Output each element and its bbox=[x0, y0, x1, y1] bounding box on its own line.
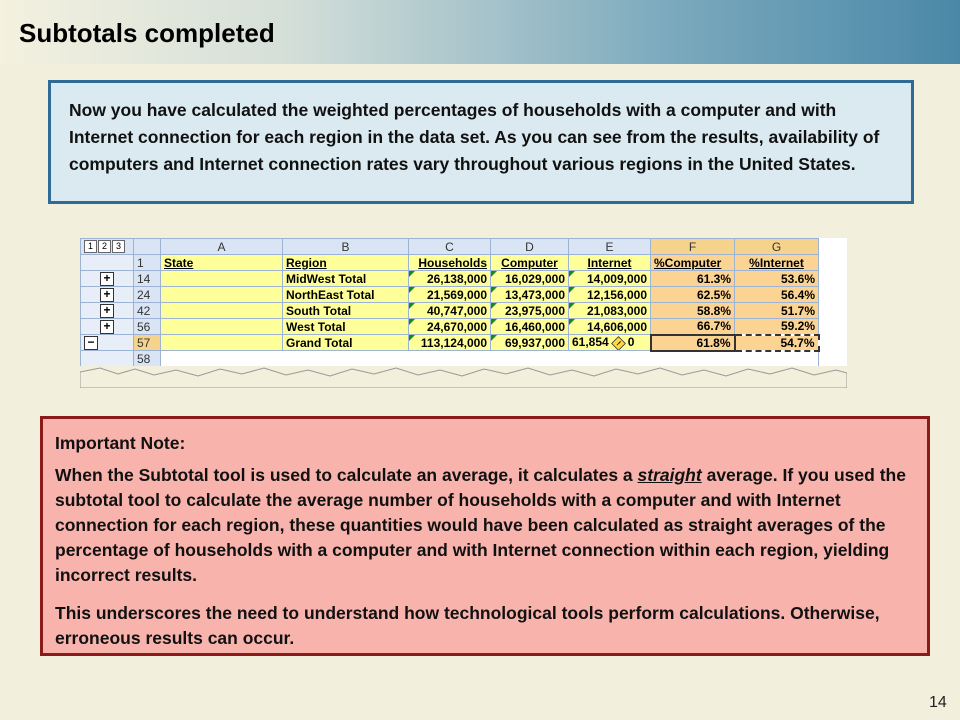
cell-state[interactable] bbox=[161, 303, 283, 319]
header-cell-households[interactable]: Households bbox=[409, 255, 491, 271]
cell-households[interactable]: 24,670,000 bbox=[409, 319, 491, 335]
expand-group-button[interactable]: + bbox=[100, 288, 114, 302]
row-number[interactable]: 1 bbox=[134, 255, 161, 271]
torn-edge bbox=[80, 366, 847, 388]
cell-internet-trailing: 0 bbox=[627, 335, 635, 349]
note-p1-emphasis: straight bbox=[637, 465, 702, 485]
note-paragraph-2: This underscores the need to understand how technological tools perform calculations. Otherwise, erroneous results can occur. bbox=[55, 603, 880, 648]
column-header-a[interactable]: A bbox=[161, 239, 283, 255]
outline-gutter bbox=[81, 351, 134, 367]
column-header-e[interactable]: E bbox=[569, 239, 651, 255]
cell-internet[interactable] bbox=[569, 335, 651, 351]
table-row-grand-total bbox=[81, 335, 819, 351]
column-header-f[interactable]: F bbox=[651, 239, 735, 255]
header-cell-pct-computer[interactable]: %Computer bbox=[651, 255, 735, 271]
cell-pct-computer[interactable]: 58.8% bbox=[651, 303, 735, 319]
cell-internet[interactable]: 21,083,000 bbox=[569, 303, 651, 319]
outline-level-3-button[interactable]: 3 bbox=[112, 240, 125, 253]
error-warning-icon[interactable]: ! bbox=[611, 336, 626, 350]
cell-pct-internet[interactable]: 56.4% bbox=[735, 287, 819, 303]
page-number: 14 bbox=[929, 694, 947, 711]
expand-group-button[interactable]: + bbox=[100, 320, 114, 334]
cell-pct-internet[interactable]: 51.7% bbox=[735, 303, 819, 319]
column-header-c[interactable]: C bbox=[409, 239, 491, 255]
expand-group-button[interactable]: + bbox=[100, 304, 114, 318]
row-number[interactable]: 24 bbox=[134, 287, 161, 303]
spreadsheet-grid bbox=[80, 238, 820, 367]
cell-state[interactable] bbox=[161, 319, 283, 335]
cell-internet[interactable]: 14,009,000 bbox=[569, 271, 651, 287]
note-heading: Important Note: bbox=[55, 433, 186, 453]
select-all-corner[interactable] bbox=[134, 239, 161, 255]
empty-row bbox=[161, 351, 819, 367]
row-number[interactable]: 14 bbox=[134, 271, 161, 287]
cell-internet[interactable]: 14,606,000 bbox=[569, 319, 651, 335]
outline-gutter bbox=[81, 271, 134, 287]
note-p1-end: average. If you used the subtotal tool to calculate the average number of households with a computer and with Internet connection for each region, these quantities would have been calculated as straight averages of the percentage of households with a computer and with Internet connection within each region, yielding incorrect results. bbox=[55, 465, 906, 585]
cell-households[interactable]: 26,138,000 bbox=[409, 271, 491, 287]
cell-pct-computer[interactable]: 66.7% bbox=[651, 319, 735, 335]
column-header-d[interactable]: D bbox=[491, 239, 569, 255]
cell-pct-computer[interactable]: 61.8% bbox=[651, 335, 735, 351]
cell-state[interactable] bbox=[161, 287, 283, 303]
header-cell-region[interactable]: Region bbox=[283, 255, 409, 271]
header-cell-pct-internet[interactable]: %Internet bbox=[735, 255, 819, 271]
intro-box bbox=[48, 80, 914, 204]
cell-region[interactable]: Grand Total bbox=[283, 335, 409, 351]
outline-gutter bbox=[81, 287, 134, 303]
cell-computer[interactable]: 16,029,000 bbox=[491, 271, 569, 287]
title-bar bbox=[0, 0, 960, 64]
header-cell-internet[interactable]: Internet bbox=[569, 255, 651, 271]
row-number[interactable]: 57 bbox=[134, 335, 161, 351]
cell-households[interactable]: 40,747,000 bbox=[409, 303, 491, 319]
header-cell-state[interactable]: State bbox=[161, 255, 283, 271]
cell-state[interactable] bbox=[161, 271, 283, 287]
cell-pct-computer[interactable]: 61.3% bbox=[651, 271, 735, 287]
outline-gutter bbox=[81, 255, 134, 271]
cell-pct-computer[interactable]: 62.5% bbox=[651, 287, 735, 303]
cell-internet[interactable]: 12,156,000 bbox=[569, 287, 651, 303]
header-cell-computer[interactable]: Computer bbox=[491, 255, 569, 271]
note-paragraph-1 bbox=[55, 463, 917, 588]
table-row bbox=[81, 303, 819, 319]
torn-edge-shape bbox=[80, 368, 847, 388]
outline-gutter bbox=[81, 303, 134, 319]
note-p1-start: When the Subtotal tool is used to calculate an average, it calculates a bbox=[55, 465, 638, 485]
cell-region[interactable]: West Total bbox=[283, 319, 409, 335]
table-row bbox=[81, 271, 819, 287]
outline-gutter bbox=[81, 319, 134, 335]
cell-region[interactable]: South Total bbox=[283, 303, 409, 319]
cell-computer[interactable]: 16,460,000 bbox=[491, 319, 569, 335]
cell-internet-value: 61,854 bbox=[572, 335, 609, 349]
header-row bbox=[81, 255, 819, 271]
cell-computer[interactable]: 13,473,000 bbox=[491, 287, 569, 303]
cell-households[interactable]: 113,124,000 bbox=[409, 335, 491, 351]
cell-region[interactable]: MidWest Total bbox=[283, 271, 409, 287]
slide-title: Subtotals completed bbox=[19, 18, 275, 48]
expand-group-button[interactable]: + bbox=[100, 272, 114, 286]
outline-level-2-button[interactable]: 2 bbox=[98, 240, 111, 253]
table-row bbox=[81, 319, 819, 335]
column-header-g[interactable]: G bbox=[735, 239, 819, 255]
cell-computer[interactable]: 23,975,000 bbox=[491, 303, 569, 319]
cell-pct-internet[interactable]: 59.2% bbox=[735, 319, 819, 335]
table-row bbox=[81, 287, 819, 303]
column-header-b[interactable]: B bbox=[283, 239, 409, 255]
cell-pct-internet[interactable]: 53.6% bbox=[735, 271, 819, 287]
cell-state[interactable] bbox=[161, 335, 283, 351]
cell-pct-internet[interactable]: 54.7% bbox=[735, 335, 819, 351]
spreadsheet bbox=[80, 238, 847, 388]
cell-households[interactable]: 21,569,000 bbox=[409, 287, 491, 303]
row-number[interactable]: 58 bbox=[134, 351, 161, 367]
collapse-group-button[interactable]: − bbox=[84, 336, 98, 350]
outline-level-buttons[interactable] bbox=[81, 239, 134, 255]
important-note-box bbox=[40, 416, 930, 656]
intro-text: Now you have calculated the weighted percentages of households with a computer and with Internet connection for each region in the data set. As you can see from the results, availability of computers and Internet connection rates vary throughout various regions in the United States. bbox=[69, 100, 880, 174]
row-number[interactable]: 56 bbox=[134, 319, 161, 335]
outline-level-1-button[interactable]: 1 bbox=[84, 240, 97, 253]
cell-region[interactable]: NorthEast Total bbox=[283, 287, 409, 303]
cell-computer[interactable]: 69,937,000 bbox=[491, 335, 569, 351]
row-number[interactable]: 42 bbox=[134, 303, 161, 319]
outline-gutter bbox=[81, 335, 134, 351]
